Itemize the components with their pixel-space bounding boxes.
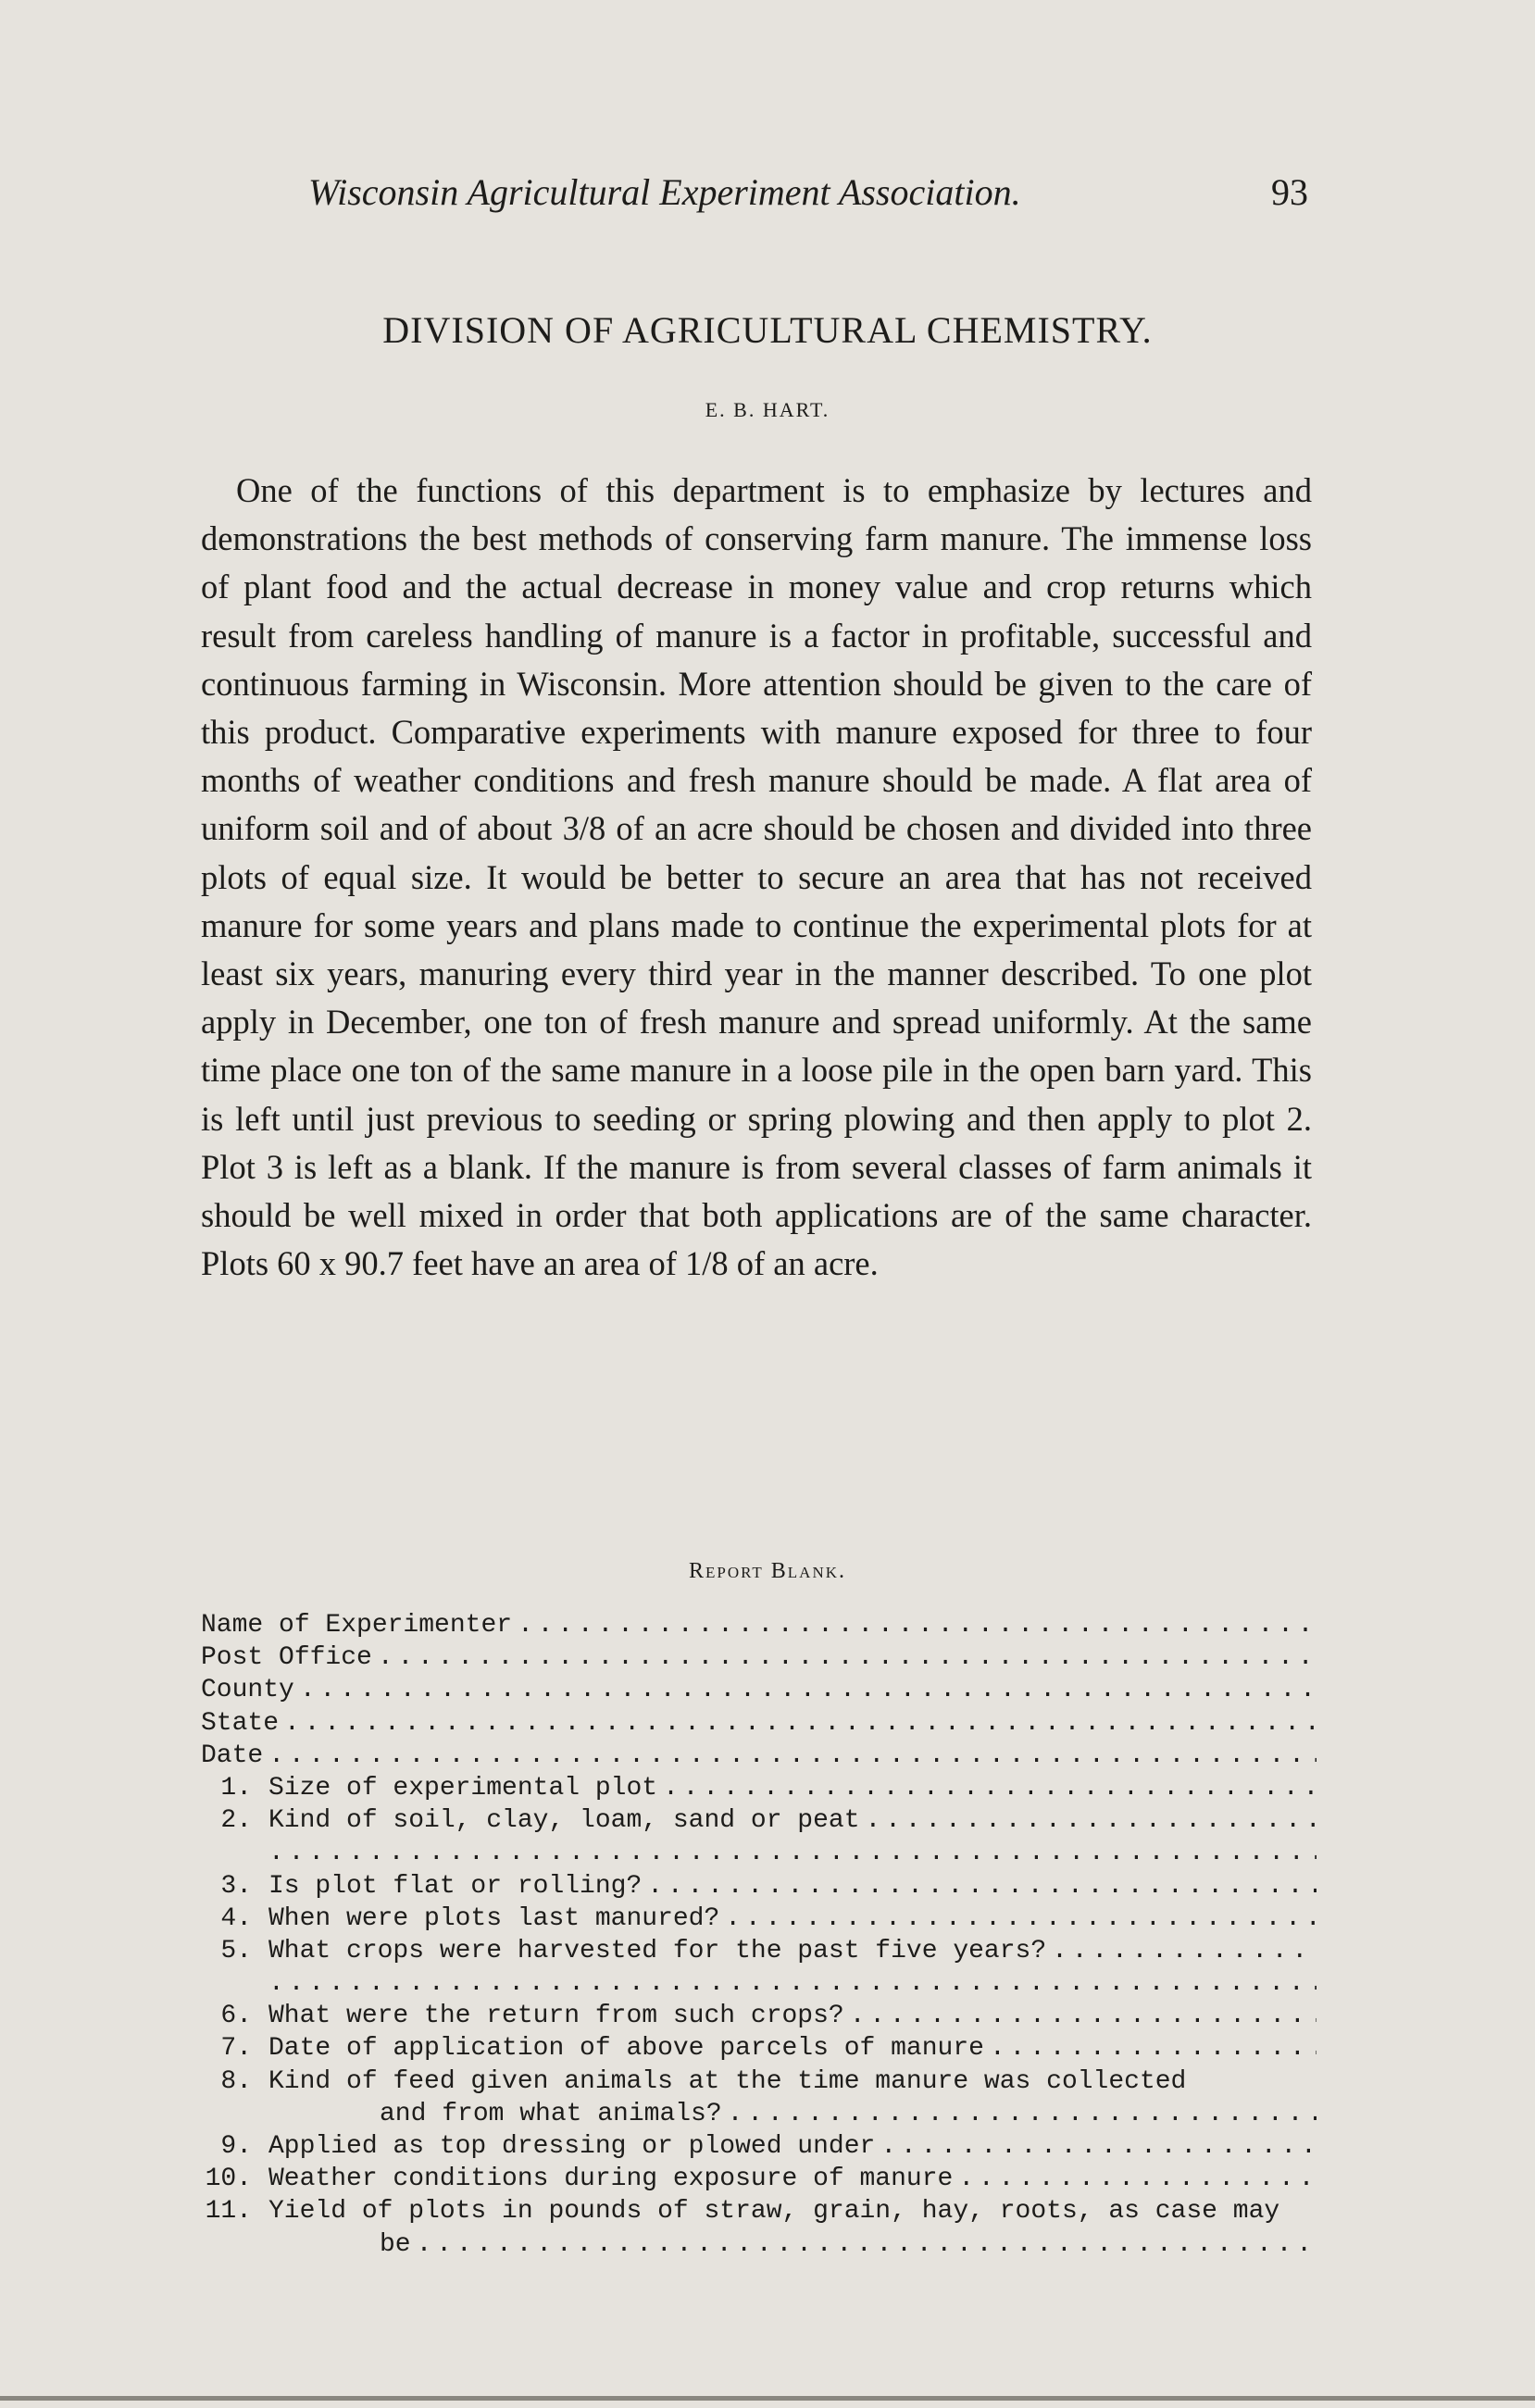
form-item-number: 9. [220,2132,252,2161]
form-blank-line [201,1967,1317,2000]
form-item-label: Kind of feed given animals at the time manure was collected [268,2066,1187,2096]
form-item-number: 5. [220,1936,252,1965]
division-title: DIVISION OF AGRICULTURAL CHEMISTRY. [382,309,1153,351]
form-item-label: Yield of plots in pounds of straw, grain, hay, roots, as case may [268,2197,1280,2227]
dotted-leader [268,1837,1317,1869]
form-item-continuation [201,2228,1317,2261]
form-item-label: What crops were harvested for the past five years? [268,1936,1047,1965]
form-field-label: Post Office [201,1643,372,1673]
form-item-label: Date of application of above parcels of manure [268,2034,984,2064]
form-item-row [201,1903,1317,1935]
form-item-label: What were the return from such crops? [268,2002,844,2031]
dotted-leader [850,2000,1317,2032]
dotted-leader [378,1641,1317,1674]
form-item-continuation [201,2098,1317,2130]
form-field-row [201,1641,1317,1674]
dotted-leader [417,2228,1317,2261]
form-field-label: County [201,1676,294,1705]
report-blank-form [201,1609,1317,2261]
form-item-number: 11. [205,2197,252,2227]
form-item-row [201,1804,1317,1837]
page-number: 93 [1271,171,1308,213]
form-field-row [201,1609,1317,1641]
form-item-row [201,2065,1317,2098]
dotted-leader [518,1609,1317,1641]
dotted-leader [880,2130,1317,2163]
form-item-label: When were plots last manured? [268,1903,720,1933]
dotted-leader [866,1804,1317,1837]
author-name: E. B. HART. [705,398,830,421]
body-paragraph: One of the functions of this department is to emphasize by lectures and demonstrations the best methods of conserving farm manure. The immense loss of plant food and the actual decrease in money value and crop returns which result from careless handling of manure is a factor in profitable, successful and continuous farming in Wisconsin. More attention should be given to the care of this product. Comparative experiments with manure exposed for three to four months of weather conditions and fresh manure should be made. A flat area of uniform soil and of about 3/8 of an acre should be chosen and divided into three plots of equal size. It would be better to secure an area that has not received manure for some years and plans made to continue the experimental plots for at least six years, manuring every third year in the manner described. To one plot apply in December, one ton of fresh manure and spread uniformly. At the same time place one ton of the same manure in a loose pile in the open barn yard. This is left until just previous to seeding or spring plowing and then apply to plot 2. Plot 3 is left as a blank. If the manure is from several classes of farm animals it should be well mixed in order that both applications are of the same character. Plots 60 x 90.7 feet have an area of 1/8 of an acre. [201,471,1312,1283]
dotted-leader [663,1772,1317,1804]
dotted-leader [728,2098,1317,2130]
dotted-leader [958,2163,1317,2195]
form-blank-line [201,1837,1317,1869]
form-item-row [201,1772,1317,1804]
form-field-label: State [201,1708,280,1738]
dotted-leader [300,1674,1317,1706]
form-item-label: Is plot flat or rolling? [268,1871,643,1901]
form-item-row [201,2032,1317,2065]
form-item-continuation-label: be [380,2229,411,2259]
page-bottom-edge [0,2396,1535,2401]
form-field-label: Name of Experimenter [201,1611,513,1640]
dotted-leader [990,2032,1317,2065]
dotted-leader [1052,1935,1317,1967]
form-item-number: 3. [220,1871,252,1901]
form-item-number: 4. [220,1903,252,1933]
running-title: Wisconsin Agricultural Experiment Association. [308,171,1021,213]
form-item-number: 10. [205,2165,252,2194]
form-item-number: 8. [220,2066,252,2096]
form-item-row [201,2000,1317,2032]
dotted-leader [647,1870,1317,1903]
report-blank-heading: Report Blank. [688,1559,847,1583]
dotted-leader [268,1740,1317,1772]
form-field-row [201,1707,1317,1740]
form-field-row [201,1740,1317,1772]
dotted-leader [268,1967,1317,2000]
form-item-label: Weather conditions during exposure of manure [268,2165,954,2194]
form-item-row [201,2130,1317,2163]
form-item-label: Kind of soil, clay, loam, sand or peat [268,1806,860,1836]
form-item-number: 1. [220,1773,252,1803]
dotted-leader [284,1707,1317,1740]
form-field-label: Date [201,1740,264,1770]
form-item-label: Applied as top dressing or plowed under [268,2132,876,2161]
form-item-number: 2. [220,1806,252,1836]
form-item-number: 7. [220,2034,252,2064]
dotted-leader [725,1903,1317,1935]
form-item-row [201,2195,1317,2227]
form-item-row [201,1870,1317,1903]
form-item-row [201,2163,1317,2195]
form-item-label: Size of experimental plot [268,1773,658,1803]
form-item-row [201,1935,1317,1967]
form-item-continuation-label: and from what animals? [380,2099,722,2128]
form-field-row [201,1674,1317,1706]
running-head [308,165,1308,220]
form-item-number: 6. [220,2002,252,2031]
